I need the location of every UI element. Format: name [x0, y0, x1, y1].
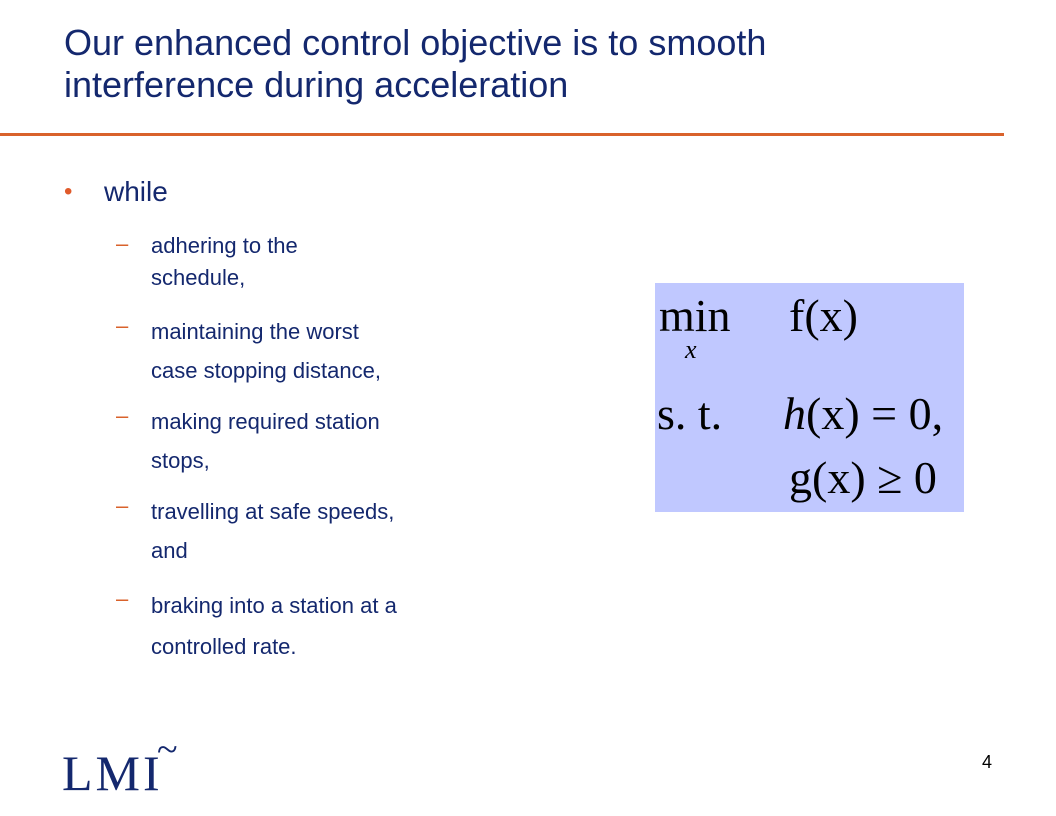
subitem-line: and: [151, 538, 188, 563]
lmi-logo: LMI: [62, 745, 163, 801]
subitem-line: travelling at safe speeds,: [151, 499, 395, 524]
subject-to-label: s. t.: [657, 388, 723, 439]
min-variable: x: [685, 335, 697, 364]
bullet-text: while: [104, 176, 168, 207]
h-symbol: h: [783, 388, 806, 439]
page-number: 4: [982, 752, 993, 772]
logo-tilde-mark: ~: [157, 729, 178, 771]
subitem-line: making required station: [151, 409, 380, 434]
equality-constraint: [783, 387, 943, 440]
bullet-dot-icon: •: [64, 178, 73, 205]
subitem-line: schedule,: [151, 265, 246, 290]
subitem-line: adhering to the: [151, 233, 298, 258]
subitem-line: braking into a station at a: [151, 593, 397, 618]
dash-icon: –: [116, 586, 129, 611]
equality-constraint-rest: (x) = 0,: [806, 388, 944, 439]
dash-icon: –: [116, 313, 129, 338]
title-line-1: Our enhanced control objective is to smooth: [64, 22, 767, 63]
dash-icon: –: [116, 403, 129, 428]
dash-icon: –: [116, 493, 129, 518]
title-line-2: interference during acceleration: [64, 64, 569, 105]
optimization-equation: [655, 283, 964, 512]
min-operator: min: [659, 290, 731, 341]
subitem-line: stops,: [151, 448, 210, 473]
objective-function: f(x): [789, 290, 858, 341]
subitem-line: case stopping distance,: [151, 358, 381, 383]
subitem-line: controlled rate.: [151, 634, 297, 659]
subitem-line: maintaining the worst: [151, 319, 359, 344]
dash-icon: –: [116, 231, 129, 256]
slide-title: [64, 22, 1004, 106]
title-divider: [0, 133, 1004, 136]
inequality-constraint: g(x) ≥ 0: [789, 452, 937, 503]
